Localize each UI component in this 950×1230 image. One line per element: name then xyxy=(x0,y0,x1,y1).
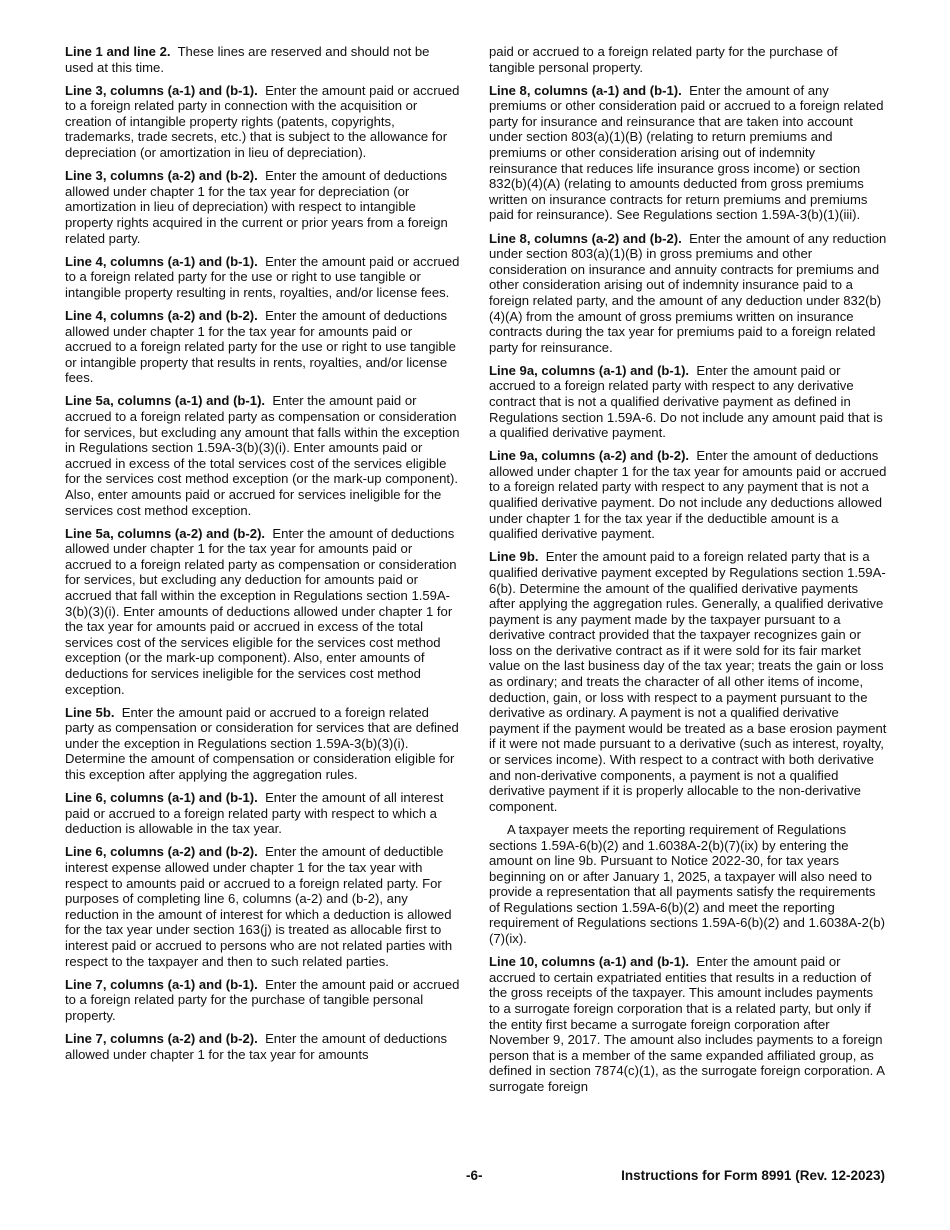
paragraph xyxy=(65,83,461,161)
paragraph xyxy=(489,549,887,814)
paragraph xyxy=(65,308,461,386)
paragraph xyxy=(65,790,461,837)
paragraph-heading: Line 10, columns (a-1) and (b-1). xyxy=(489,954,690,970)
paragraph xyxy=(65,977,461,1024)
paragraph-text: Enter the amount paid or accrued to a foreign related party as compensation or consideration for services that are defined under the exception in Regulations section 1.59A-3(b)(3)(i). Determine the amount of compensation or consideration eligible for this exception after applying the aggregation rules. xyxy=(65,704,459,783)
paragraph-text: Enter the amount paid or accrued to a foreign related party with respect to any derivative contract that is not a qualified derivative payment as defined in Regulations section 1.59A-6. Do not include any amount paid that is a qualified derivative payment. xyxy=(489,362,883,441)
paragraph-text: These lines are reserved and should not be used at this time. xyxy=(65,44,430,75)
page-number: -6- xyxy=(466,1168,483,1183)
paragraph-text: Enter the amount of deductible interest expense allowed under chapter 1 for the tax year with respect to amounts paid or accrued to a foreign related party. For purposes of completing line 6, columns (a-2) and (b-2), any reduction in the amount of interest for which a deduction is allowed for the tax year under section 163(j) is treated as allocable first to interest paid or accrued to persons who are not related parties with respect to the taxpayer and then to such related parties. xyxy=(65,844,453,969)
right-column xyxy=(489,44,887,1102)
paragraph-heading: Line 6, columns (a-2) and (b-2). xyxy=(65,844,258,860)
paragraph-heading: Line 6, columns (a-1) and (b-1). xyxy=(65,790,258,806)
paragraph-heading: Line 9a, columns (a-1) and (b-1). xyxy=(489,362,690,378)
paragraph-text: Enter the amount of deductions allowed under chapter 1 for the tax year for amounts paid or accrued to a foreign related party with respect to any payment that is not a qualified derivative payment. Do not include any deductions allowed under chapter 1 for the tax year if the deductible amount is a qualified derivative payment. xyxy=(489,448,887,542)
paragraph-heading: Line 3, columns (a-2) and (b-2). xyxy=(65,168,258,184)
paragraph-heading: Line 5a, columns (a-1) and (b-1). xyxy=(65,393,266,409)
paragraph-text: Enter the amount of deductions allowed under chapter 1 for the tax year for amounts paid or accrued to a foreign related party for the use or right to use tangible or intangible property that results in rents, royalties, and/or license fees. xyxy=(65,307,456,386)
paragraph xyxy=(65,44,461,75)
paragraph-heading: Line 4, columns (a-2) and (b-2). xyxy=(65,307,258,323)
paragraph-heading: Line 8, columns (a-1) and (b-1). xyxy=(489,82,682,98)
paragraph xyxy=(65,168,461,246)
paragraph xyxy=(489,231,887,356)
paragraph-text: Enter the amount paid to a foreign related party that is a qualified derivative payment excepted by Regulations section 1.59A-6(b). Determine the amount of the qualified derivative payments after applying the aggregation rules. Generally, a qualified derivative payment is any payment made by the taxpayer pursuant to a derivative contract provided that the taxpayer recognizes gain or loss on the derivative contract as if it were sold for its fair market value on the last business day of the tax year; treats the gain or loss as ordinary; and treats the character of all other items of income, deduction, gain, or loss with respect to a payment pursuant to the derivative as ordinary. A payment is not a qualified derivative payment if the payment would be treated as a base erosion payment if it were not made pursuant to a derivative (such as interest, royalty, or services income). With respect to a contract with both derivative and non-derivative components, a payment is not a qualified derivative payment if it is properly allocable to the non-derivative component. xyxy=(489,549,887,814)
paragraph xyxy=(65,844,461,969)
paragraph-heading: Line 7, columns (a-2) and (b-2). xyxy=(65,1030,258,1046)
paragraph xyxy=(65,254,461,301)
paragraph-heading: Line 1 and line 2. xyxy=(65,44,171,59)
paragraph-heading: Line 5a, columns (a-2) and (b-2). xyxy=(65,525,266,541)
paragraph xyxy=(489,83,887,223)
paragraph-text: Enter the amount of all interest paid or accrued to a foreign related party with respect to which a deduction is allowable in the tax year. xyxy=(65,790,444,837)
paragraph-heading: Line 7, columns (a-1) and (b-1). xyxy=(65,976,258,992)
paragraph-text: Enter the amount of deductions allowed under chapter 1 for the tax year for amounts xyxy=(65,1030,448,1062)
paragraph xyxy=(65,393,461,518)
paragraph-text: Enter the amount of deductions allowed under chapter 1 for the tax year for depreciation (or amortization in lieu of depreciation) with respect to intangible property rights acquired in the current or prior years from a foreign related party. xyxy=(65,168,448,246)
paragraph xyxy=(489,448,887,542)
paragraph-text: Enter the amount paid or accrued to a foreign related party for the purchase of tangible personal property. xyxy=(65,976,460,1023)
paragraph-text: Enter the amount paid or accrued to a foreign related party in connection with the acquisition or creation of intangible property rights (patents, copyrights, trademarks, trade secrets, etc.) that is subject to the allowance for depreciation (or amortization in lieu of depreciation). xyxy=(65,82,460,161)
paragraph-heading: Line 3, columns (a-1) and (b-1). xyxy=(65,82,258,98)
paragraph-text: Enter the amount paid or accrued to certain expatriated entities that results in a reduction of the gross receipts of the taxpayer. This amount includes payments to a surrogate foreign corporation that is a related party, but only if the entity first became a surrogate foreign corporation after November 9, 2017. The amount also includes payments to a foreign person that is a member of the same expanded affiliated group, as defined in section 7874(c)(1), as the surrogate foreign corporation. A surrogate foreign xyxy=(489,954,885,1094)
left-column xyxy=(65,44,461,1070)
paragraph-heading: Line 8, columns (a-2) and (b-2). xyxy=(489,230,682,246)
document-title: Instructions for Form 8991 (Rev. 12-2023) xyxy=(621,1168,885,1183)
continued-paragraph: paid or accrued to a foreign related party for the purchase of tangible personal property. xyxy=(489,44,838,75)
paragraph-text: Enter the amount paid or accrued to a foreign related party for the use or right to use tangible or intangible property resulting in rents, royalties, and/or license fees. xyxy=(65,253,460,300)
paragraph-heading: Line 9b. xyxy=(489,549,539,565)
paragraph-text: Enter the amount of any reduction under section 803(a)(1)(B) in gross premiums and other consideration on insurance and annuity contracts for premiums and other consideration arising out of indemnity insurance paid to a foreign related party, and the amount of any deduction under 832(b)(4)(A) from the amount of gross premiums written on insurance contracts during the tax year for premiums paid to a foreign related party for reinsurance. xyxy=(489,230,887,355)
paragraph xyxy=(65,1031,461,1062)
paragraph-text: Enter the amount of any premiums or other consideration paid or accrued to a foreign related party for insurance and reinsurance that are taken into account under section 803(a)(1)(B) (relating to return premiums and premiums or other consideration arising out of indemnity reinsurance that reduces life insurance gross income) or section 832(b)(4)(A) (relating to amounts deducted from gross premiums written on insurance contracts for return premiums and premiums paid for reinsurance). See Regulations section 1.59A-3(b)(1)(iii). xyxy=(489,82,884,223)
paragraph xyxy=(65,526,461,698)
paragraph xyxy=(489,954,887,1094)
paragraph xyxy=(489,363,887,441)
paragraph xyxy=(65,705,461,783)
paragraph-heading: Line 9a, columns (a-2) and (b-2). xyxy=(489,448,690,464)
paragraph-text: Enter the amount paid or accrued to a foreign related party as compensation or consideration for services, but excluding any amount that falls within the exception in Regulations section 1.59A-3(b)(3)(i). Enter amounts paid or accrued in excess of the total services cost of the services eligible for the services cost method exception (or the mark-up component). Also, enter amounts paid or accrued for services ineligible for the services cost method exception. xyxy=(65,393,460,518)
paragraph-text: Enter the amount of deductions allowed under chapter 1 for the tax year for amounts paid or accrued to a foreign related party as compensation or consideration for services, but excluding any deduction for amounts paid or accrued that fall within the exception in Regulations section 1.59A-3(b)(3)(i). Enter amounts of deductions allowed under chapter 1 for the tax year for amounts paid or accrued in excess of the total services cost of the services eligible for the services cost method exception (or the mark-up component). Also, enter amounts of deductions for services ineligible for the services cost method exception. xyxy=(65,525,457,697)
paragraph-heading: Line 4, columns (a-1) and (b-1). xyxy=(65,253,258,269)
paragraph-heading: Line 5b. xyxy=(65,704,115,720)
indented-paragraph: A taxpayer meets the reporting requirement of Regulations sections 1.59A-6(b)(2) and 1.6038A-2(b)(7)(ix) by entering the amount on line 9b. Pursuant to Notice 2022-30, for tax years beginning on or after January 1, 2025, a taxpayer will also need to provide a representation that all payments satisfy the requirements of Regulations section 1.59A-6(b)(2) and meet the reporting requirement of Regulations sections 1.59A-6(b)(2) and 1.6038A-2(b)(7)(ix). xyxy=(489,821,885,947)
